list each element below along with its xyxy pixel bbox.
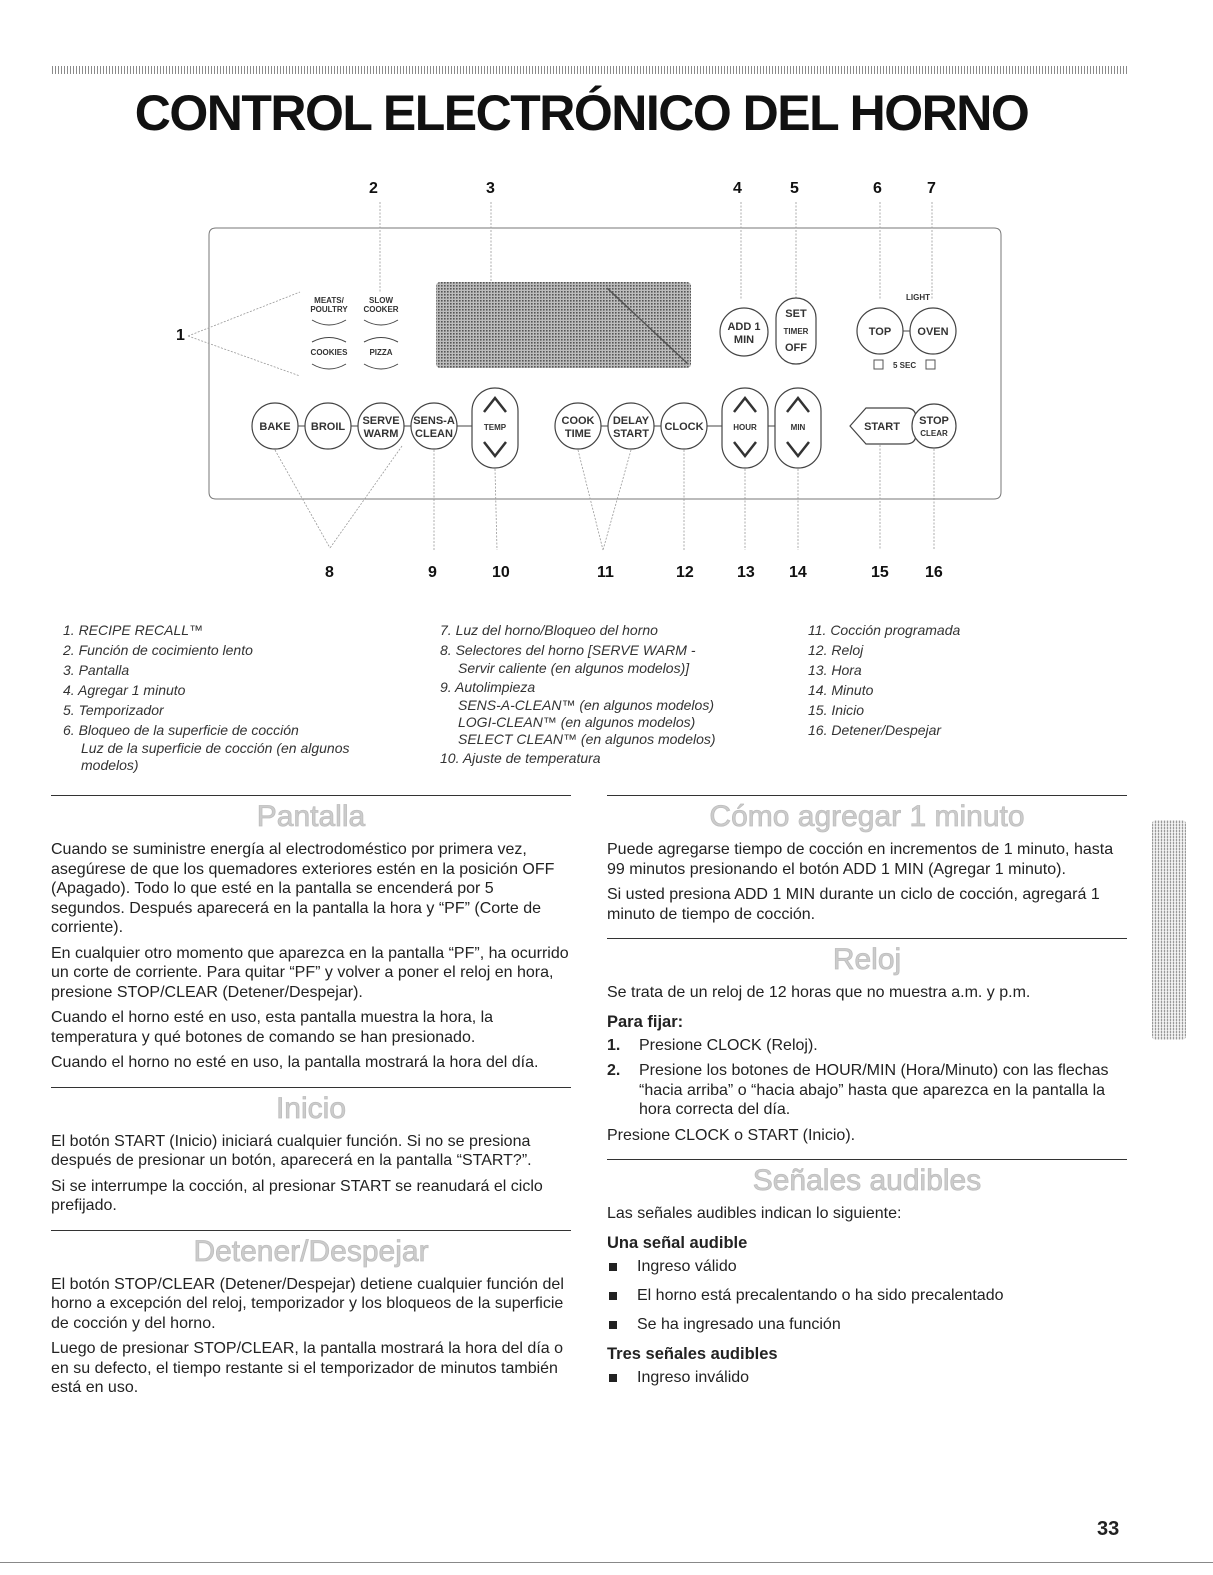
paragraph: Si se interrumpe la cocción, al presionar START se reanudará el ciclo prefijado. <box>51 1177 543 1214</box>
legend-item: 11. Cocción programada <box>808 622 961 638</box>
legend-column-2 <box>440 620 716 768</box>
subheading: Para fijar: <box>607 1012 684 1031</box>
subheading: Tres señales audibles <box>607 1344 778 1363</box>
legend-item: 2. Función de cocimiento lento <box>63 642 253 658</box>
legend-item-cont: LOGI-CLEAN™ (en algunos modelos) <box>458 714 696 730</box>
clock-label: CLOCK <box>664 421 704 433</box>
paragraph: Cuando el horno no esté en uso, la pantalla mostrará la hora del día. <box>51 1054 539 1071</box>
section-heading: Pantalla <box>256 800 366 833</box>
step-text: Presione los botones de HOUR/MIN (Hora/Minuto) con las flechas “hacia arriba” o “hacia abajo” hasta que aparezca en la pantalla la hora correcta del día. <box>639 1062 1109 1118</box>
callout-4: 4 <box>733 180 742 197</box>
right-column <box>607 795 1127 1397</box>
paragraph: Luego de presionar STOP/CLEAR, la pantalla mostrará la hora del día o en su defecto, el tiempo restante si el temporizador de minutos también está en uso. <box>51 1340 563 1396</box>
hour-label: HOUR <box>733 423 757 432</box>
section-heading: Detener/Despejar <box>193 1234 429 1268</box>
legend-item: 12. Reloj <box>808 642 864 658</box>
leader-lines-bottom <box>275 445 934 550</box>
list-item: Se ha ingresado una función <box>607 1315 1127 1335</box>
cookies-label: COOKIES <box>310 348 348 357</box>
cook-time-label-1: COOK <box>561 415 595 427</box>
delay-start-label-2: START <box>613 428 649 440</box>
paragraph: El botón START (Inicio) iniciará cualquier función. Si no se presiona después de presionar un botón, aparecerá en la pantalla “START?”. <box>51 1132 532 1169</box>
legend-item: 5. Temporizador <box>63 702 164 718</box>
legend-item: 7. Luz del horno/Bloqueo del horno <box>440 622 658 638</box>
paragraph: Cuando el horno esté en uso, esta pantalla muestra la hora, la temperatura y qué botones de comando se han presionado. <box>51 1009 494 1046</box>
stop-label: STOP <box>919 415 949 427</box>
light-label: LIGHT <box>906 293 930 302</box>
sens-a-clean-label-1: SENS-A <box>413 415 455 427</box>
section-senales-audibles <box>607 1159 1127 1388</box>
paragraph: Las señales audibles indican lo siguiente: <box>607 1205 902 1222</box>
five-sec-label: 5 SEC <box>893 361 917 370</box>
callout-3: 3 <box>486 180 495 197</box>
legend-item: 8. Selectores del horno [SERVE WARM - <box>440 642 696 658</box>
display-screen <box>436 282 691 368</box>
temp-label: TEMP <box>483 423 507 432</box>
section-agregar-minuto <box>607 795 1127 924</box>
paragraph: El botón STOP/CLEAR (Detener/Despejar) detiene cualquier función del horno a excepción del reloj, temporizador y los bloqueos de la superficie de cocción y del horno. <box>51 1275 564 1332</box>
step-number: 2. <box>607 1062 621 1079</box>
steps-list <box>607 1036 1127 1120</box>
side-language-tab <box>1152 820 1186 1040</box>
legend-item: 9. Autolimpieza <box>440 679 536 695</box>
meats-poultry-label-1: MEATS/ <box>314 296 344 305</box>
slow-cooker-label-2: COOKER <box>363 305 399 314</box>
set-label: SET <box>785 308 807 320</box>
bottom-rule <box>0 1562 1213 1563</box>
cook-time-label-2: TIME <box>564 428 592 440</box>
bullet-list <box>607 1368 1127 1388</box>
serve-warm-label-1: SERVE <box>362 415 400 427</box>
paragraph: Puede agregarse tiempo de cocción en incrementos de 1 minuto, hasta 99 minutos presionando el botón ADD 1 MIN (Agregar 1 minuto). <box>607 841 1114 878</box>
section-heading: Señales audibles <box>752 1164 982 1197</box>
control-panel-diagram <box>0 0 1213 600</box>
legend-item: 10. Ajuste de temperatura <box>440 750 601 766</box>
clear-label: CLEAR <box>920 429 948 438</box>
callout-8: 8 <box>325 564 334 581</box>
bake-label: BAKE <box>259 421 291 433</box>
top-label: TOP <box>868 326 892 338</box>
callout-14: 14 <box>789 564 807 581</box>
section-pantalla <box>51 795 571 1073</box>
add-1-min-label-2: MIN <box>733 334 755 346</box>
legend-column-1 <box>63 620 350 774</box>
callout-7: 7 <box>927 180 936 197</box>
callout-15: 15 <box>871 564 889 581</box>
section-inicio <box>51 1087 571 1216</box>
paragraph: Presione CLOCK o START (Inicio). <box>607 1126 856 1144</box>
legend-item: 3. Pantalla <box>63 662 130 678</box>
callout-13: 13 <box>737 564 755 581</box>
serve-warm-label-2: WARM <box>363 428 399 440</box>
list-item: Ingreso inválido <box>607 1368 1127 1388</box>
page-number: 33 <box>1097 1518 1120 1540</box>
paragraph: Cuando se suministre energía al electrodoméstico por primera vez, asegúrese de que los quemadores exteriores estén en la posición OFF (Apagado). Todo lo que esté en la pantalla se encenderá por 5 segundos. Después aparecerá en la pantalla la hora y “PF” (Corte de corriente). <box>51 841 555 936</box>
legend-item: 15. Inicio <box>808 702 865 718</box>
paragraph: En cualquier otro momento que aparezca en la pantalla “PF”, ha ocurrido un corte de corriente. Para quitar “PF” y volver a poner el reloj en hora, presione STOP/CLEAR (Detener/Despejar). <box>51 944 569 1001</box>
lock-icon <box>874 360 883 369</box>
list-item <box>607 1036 1127 1056</box>
pizza-label: PIZZA <box>369 348 393 357</box>
list-item: Ingreso válido <box>607 1257 1127 1277</box>
slow-cooker-label-1: SLOW <box>369 296 393 305</box>
subheading: Una señal audible <box>607 1233 748 1252</box>
add-1-min-label-1: ADD 1 <box>727 321 761 333</box>
legend-item: 4. Agregar 1 minuto <box>63 682 186 698</box>
callout-6: 6 <box>873 180 882 197</box>
step-text: Presione CLOCK (Reloj). <box>639 1036 818 1054</box>
legend-item-cont: SENS-A-CLEAN™ (en algunos modelos) <box>458 697 714 713</box>
step-number: 1. <box>607 1036 621 1054</box>
legend-item: 16. Detener/Despejar <box>808 722 942 738</box>
callout-2: 2 <box>369 180 378 197</box>
legend-item: 14. Minuto <box>808 682 874 698</box>
bullet-list <box>607 1257 1127 1335</box>
callout-10: 10 <box>492 564 510 581</box>
oven-label: OVEN <box>917 326 949 338</box>
lock-icon <box>926 360 935 369</box>
legend-item: 13. Hora <box>808 662 862 678</box>
section-heading: Reloj <box>832 943 902 976</box>
left-column <box>51 795 571 1404</box>
section-detener-despejar <box>51 1230 571 1398</box>
legend-item-cont: SELECT CLEAN™ (en algunos modelos) <box>458 731 716 747</box>
min-label: MIN <box>790 423 806 432</box>
off-label: OFF <box>785 342 807 354</box>
legend-item-cont: Luz de la superficie de cocción (en algunos <box>81 740 350 756</box>
legend-item: 6. Bloqueo de la superficie de cocción <box>63 722 299 738</box>
legend-item-cont: Servir caliente (en algunos modelos)] <box>458 660 690 676</box>
section-reloj <box>607 938 1127 1145</box>
legend-column-3 <box>808 620 960 740</box>
callout-9: 9 <box>428 564 437 581</box>
sens-a-clean-label-2: CLEAN <box>415 428 453 440</box>
legend-item-cont: modelos) <box>81 757 139 773</box>
callout-1: 1 <box>176 327 185 344</box>
callout-5: 5 <box>790 180 799 197</box>
timer-label: TIMER <box>783 327 809 336</box>
callout-11: 11 <box>597 564 614 581</box>
delay-start-label-1: DELAY <box>612 415 650 427</box>
paragraph: Si usted presiona ADD 1 MIN durante un ciclo de cocción, agregará 1 minuto de tiempo de cocción. <box>607 886 1100 923</box>
start-label: START <box>864 421 900 433</box>
section-heading: Cómo agregar 1 minuto <box>709 800 1025 833</box>
meats-poultry-label-2: POULTRY <box>310 305 348 314</box>
paragraph: Se trata de un reloj de 12 horas que no muestra a.m. y p.m. <box>607 984 1031 1001</box>
callout-16: 16 <box>925 564 943 581</box>
broil-label: BROIL <box>310 421 346 433</box>
recipe-recall-group <box>310 296 398 369</box>
section-heading: Inicio <box>275 1091 347 1125</box>
legend-item: 1. RECIPE RECALL™ <box>63 622 204 638</box>
list-item <box>607 1061 1127 1120</box>
list-item: El horno está precalentando o ha sido precalentado <box>607 1286 1127 1306</box>
page-title: CONTROL ELECTRÓNICO DEL HORNO <box>134 85 1029 141</box>
callout-12: 12 <box>676 564 694 581</box>
